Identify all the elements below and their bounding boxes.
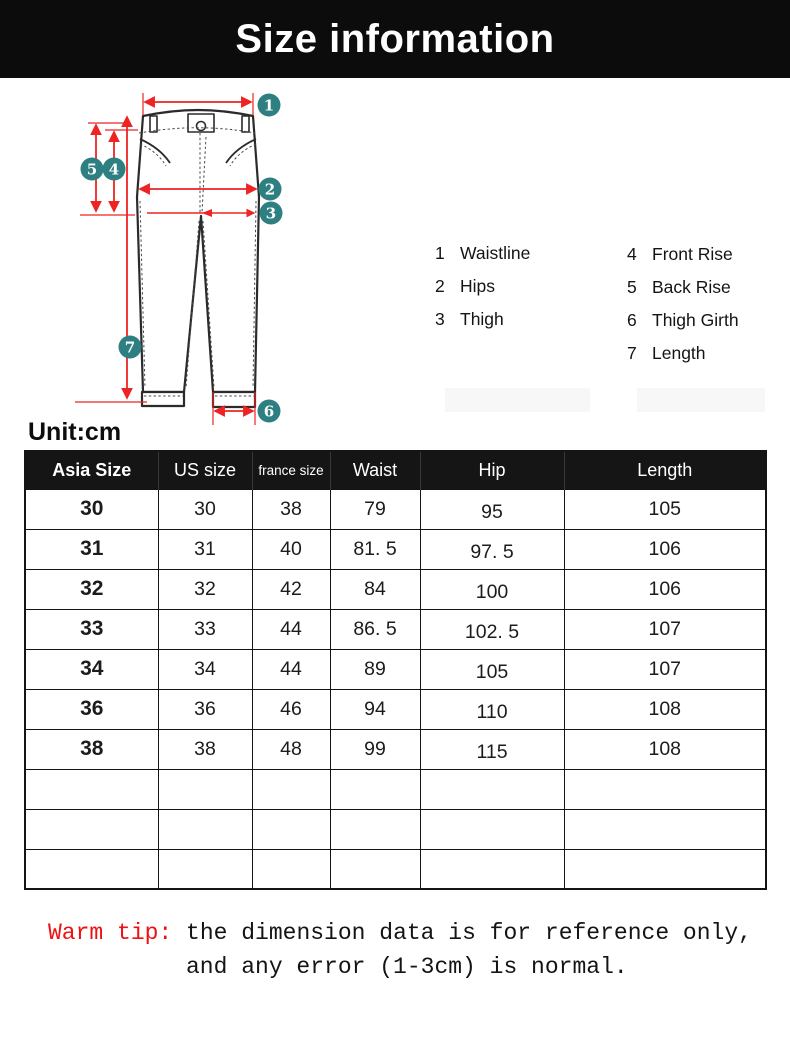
svg-text:4: 4: [108, 160, 120, 179]
watermark-box: [445, 388, 590, 412]
svg-text:2: 2: [264, 180, 276, 199]
warm-tip-text1: the dimension data is for reference only,: [172, 920, 752, 946]
table-cell: 38: [25, 729, 158, 769]
column-header-length: Length: [564, 451, 766, 489]
table-cell: 30: [25, 489, 158, 529]
table-cell: 105: [564, 489, 766, 529]
legend-label: Back Rise: [652, 277, 731, 297]
table-row-empty: [25, 849, 766, 889]
table-cell: [420, 809, 564, 849]
table-row: [25, 649, 766, 689]
svg-text:7: 7: [124, 338, 136, 357]
table-cell: 106: [564, 569, 766, 609]
table-cell: [158, 769, 252, 809]
callout-2: [259, 178, 282, 201]
header-bar: [0, 0, 790, 78]
table-cell: 36: [25, 689, 158, 729]
table-cell: [252, 849, 330, 889]
table-row: [25, 529, 766, 569]
legend-item-waistline: [435, 243, 530, 263]
callout-5: [81, 158, 104, 181]
table-cell: [330, 849, 420, 889]
table-cell: 108: [564, 689, 766, 729]
table-cell: 34: [158, 649, 252, 689]
callout-6: [258, 400, 281, 423]
svg-text:5: 5: [86, 160, 98, 179]
table-row: [25, 569, 766, 609]
table-cell: 33: [25, 609, 158, 649]
table-cell: 94: [330, 689, 420, 729]
table-cell: [330, 809, 420, 849]
table-cell: 42: [252, 569, 330, 609]
table-cell: [420, 849, 564, 889]
legend-number: 7: [627, 343, 637, 363]
pants-measurement-diagram: [50, 85, 380, 430]
callout-7: [119, 336, 142, 359]
table-row: [25, 609, 766, 649]
legend-label: Front Rise: [652, 244, 733, 264]
table-cell: 95: [420, 489, 564, 529]
warm-tip-line2: and any error (1-3cm) is normal.: [186, 954, 628, 980]
legend-item-back-rise: [627, 277, 739, 297]
warm-tip-label: Warm tip:: [48, 920, 173, 946]
legend-item-hips: [435, 276, 530, 296]
legend-number: 5: [627, 277, 637, 297]
table-row: [25, 489, 766, 529]
table-cell: 38: [252, 489, 330, 529]
svg-text:3: 3: [265, 204, 277, 223]
table-cell: [420, 769, 564, 809]
table-cell: 81. 5: [330, 529, 420, 569]
table-cell: 36: [158, 689, 252, 729]
legend-item-front-rise: [627, 244, 739, 264]
column-header-asia-size: Asia Size: [52, 459, 132, 480]
table-cell: 40: [252, 529, 330, 569]
table-cell: 108: [564, 729, 766, 769]
table-cell: 31: [158, 529, 252, 569]
legend-label: Thigh: [460, 309, 504, 329]
table-cell: [252, 769, 330, 809]
table-cell: 89: [330, 649, 420, 689]
table-cell: [25, 809, 158, 849]
table-cell: [158, 809, 252, 849]
table-cell: [330, 769, 420, 809]
table-cell: 97. 5: [420, 529, 564, 569]
pants-outline-drawing: [137, 110, 259, 407]
column-header-france-size: france size: [252, 451, 330, 489]
warm-tip-line1: [48, 920, 752, 946]
table-cell: 48: [252, 729, 330, 769]
table-cell: [158, 849, 252, 889]
table-cell: 30: [158, 489, 252, 529]
callout-3: [260, 202, 283, 225]
table-cell: 115: [420, 729, 564, 769]
table-cell: 32: [158, 569, 252, 609]
table-cell: [25, 769, 158, 809]
table-cell: [252, 809, 330, 849]
table-cell: 84: [330, 569, 420, 609]
table-cell: 106: [564, 529, 766, 569]
table-cell: 31: [25, 529, 158, 569]
table-cell: 110: [420, 689, 564, 729]
legend-item-length: [627, 343, 739, 363]
callout-1: [258, 94, 281, 117]
legend-number: 3: [435, 309, 445, 329]
table-cell: 46: [252, 689, 330, 729]
legend-number: 2: [435, 276, 445, 296]
table-cell: 38: [158, 729, 252, 769]
table-row: [25, 689, 766, 729]
table-cell: 107: [564, 609, 766, 649]
table-cell: [564, 769, 766, 809]
table-cell: 33: [158, 609, 252, 649]
table-row: [25, 729, 766, 769]
table-cell: 34: [25, 649, 158, 689]
svg-text:1: 1: [263, 96, 275, 115]
table-cell: 86. 5: [330, 609, 420, 649]
column-header-us-size: US size: [158, 451, 252, 489]
legend-column-right: [627, 244, 739, 363]
legend-item-thigh-girth: [627, 310, 739, 330]
legend-label: Thigh Girth: [652, 310, 739, 330]
legend-item-thigh: [435, 309, 530, 329]
legend-label: Length: [652, 343, 706, 363]
table-cell: 99: [330, 729, 420, 769]
table-row-empty: [25, 769, 766, 809]
legend-label: Waistline: [460, 243, 531, 263]
table-cell: 32: [25, 569, 158, 609]
legend-column-left: [435, 243, 530, 329]
page-title: Size information: [235, 16, 555, 61]
table-cell: 79: [330, 489, 420, 529]
column-header-hip: Hip: [420, 451, 564, 489]
legend-number: 6: [627, 310, 637, 330]
column-header-waist: Waist: [330, 451, 420, 489]
table-cell: [564, 849, 766, 889]
legend-number: 1: [435, 243, 445, 263]
size-table: [24, 450, 767, 890]
table-row-empty: [25, 809, 766, 849]
svg-text:6: 6: [263, 402, 275, 421]
unit-label: Unit:cm: [28, 418, 122, 446]
watermark-box: [637, 388, 765, 412]
table-cell: 107: [564, 649, 766, 689]
table-cell: [564, 809, 766, 849]
table-cell: 102. 5: [420, 609, 564, 649]
table-cell: 105: [420, 649, 564, 689]
table-cell: 44: [252, 649, 330, 689]
callout-4: [103, 158, 126, 181]
table-cell: [25, 849, 158, 889]
legend-label: Hips: [460, 276, 496, 296]
table-header-row: [25, 451, 766, 489]
table-cell: 44: [252, 609, 330, 649]
legend-number: 4: [627, 244, 637, 264]
table-cell: 100: [420, 569, 564, 609]
